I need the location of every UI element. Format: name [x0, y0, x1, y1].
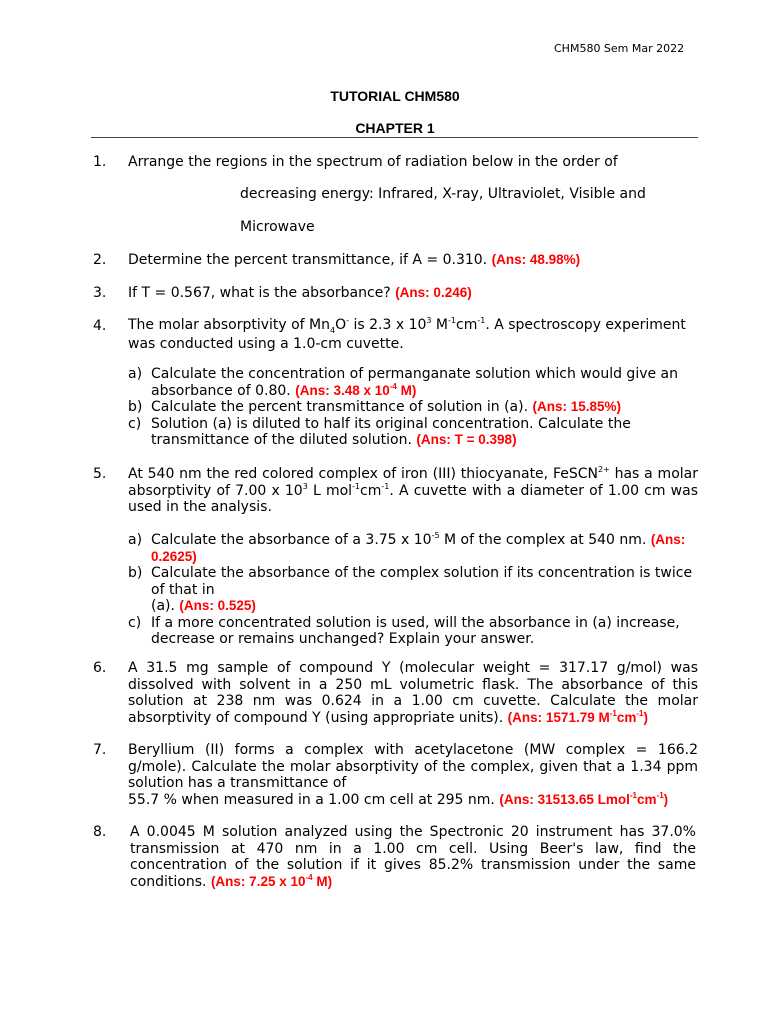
question-4-text: The molar absorptivity of $Mn_4O^-$ is 2.3 x $10^3$ $M^{-1}cm^{-1}$. A spectroscopy experiment was conducted using a 1.0-cm cuvette.	[128, 316, 686, 352]
question-number: 2.	[93, 252, 107, 268]
question-3-answer: (Ans: 0.246)	[395, 285, 472, 300]
question-3-text: If T = 0.567, what is the absorbance?	[128, 285, 391, 301]
question-1-line-1: Arrange the regions in the spectrum of radiation below in the order of	[128, 154, 618, 170]
question-number: 5.	[93, 466, 107, 482]
question-8: A 0.0045 M solution analyzed using the Spectronic 20 instrument has 37.0% transmission at 470 nm in a 1.00 cm cell. Using Beer's law, find the concentration of the solution if it gives 85.2% transmission under the same conditions. (Ans: 7.25 x $10^{-4}$ M)	[130, 824, 696, 890]
list-item: b) Calculate the percent transmittance of solution in (a). (Ans: 15.85%)	[128, 399, 622, 415]
question-5-subparts	[128, 532, 704, 648]
question-6: A 31.5 mg sample of compound Y (molecular weight = 317.17 g/mol) was dissolved with solvent in a 250 mL volumetric flask. The absorbance of this solution at 238 nm was 0.624 in a 1.00 cm cuvette. Calculate the molar absorptivity of compound Y (using appropriate units). (Ans: 1571.79 $M^{-1}cm^{-1}$)	[128, 660, 698, 726]
course-header: CHM580 Sem Mar 2022	[554, 42, 685, 55]
chapter-title: CHAPTER 1	[355, 120, 435, 136]
list-item: c) If a more concentrated solution is used, will the absorbance in (a) increase, decrease or remains unchanged? Explain your answer.	[128, 614, 680, 647]
question-2-answer: (Ans: 48.98%)	[491, 252, 581, 267]
title-divider	[91, 137, 698, 138]
question-1-line-3: Microwave	[240, 219, 315, 235]
question-number: 3.	[93, 285, 107, 301]
question-number: 6.	[93, 660, 107, 676]
page-title: TUTORIAL CHM580	[330, 88, 460, 104]
question-2	[128, 252, 698, 269]
question-number: 8.	[93, 824, 107, 840]
question-number: 7.	[93, 742, 107, 758]
question-number: 1.	[93, 154, 107, 170]
list-item: a) Calculate the absorbance of a 3.75 x $10^{-5}$ M of the complex at 540 nm. (Ans: 0.2625)	[128, 531, 686, 564]
question-1-line-2: decreasing energy: Infrared, X-ray, Ultraviolet, Visible and	[240, 186, 646, 202]
list-item: a) Calculate the concentration of permanganate solution which would give an absorbance of 0.80. (Ans: 3.48 x $10^{-4}$ M)	[128, 366, 679, 399]
question-5-text: At 540 nm the red colored complex of iron (III) thiocyanate, FeSCN$^{2+}$ has a molar absorptivity of 7.00 x $10^3$ L $mol^{-1}cm^{-1}$. A cuvette with a diameter of 1.00 cm was used in the analysis.	[128, 465, 698, 515]
question-2-text: Determine the percent transmittance, if A = 0.310.	[128, 252, 488, 268]
question-4-subparts	[128, 366, 704, 449]
list-item: c) Solution (a) is diluted to half its original concentration. Calculate the transmittance of the diluted solution. (Ans: T = 0.398)	[128, 415, 631, 448]
question-number: 4.	[93, 318, 107, 334]
list-item: b) Calculate the absorbance of the complex solution if its concentration is twice of that in (a). (Ans: 0.525)	[128, 565, 693, 614]
question-7: Beryllium (II) forms a complex with acetylacetone (MW complex = 166.2 g/mole). Calculate the molar absorptivity of the complex, given that a 1.34 ppm solution has a transmittance of 55.7 % when measured in a 1.00 cm cell at 295 nm. (Ans: 31513.65 $Lmol^{-1}cm^{-1}$)	[128, 742, 698, 808]
question-3	[128, 285, 698, 302]
